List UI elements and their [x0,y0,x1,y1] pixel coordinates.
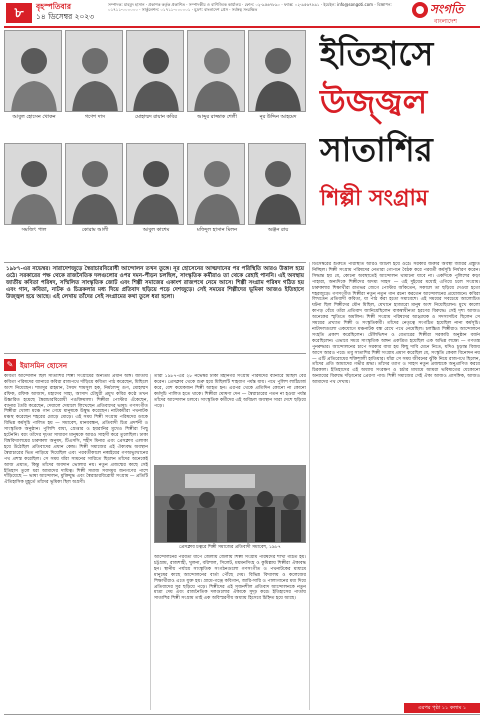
portrait-caption: আবুল কাশেম [142,227,170,233]
article-column-3: ডিসেম্বরের শুরুতে পরিস্থিতি আরও জটিল হয়ে ওঠে। সরকার জরুরি অবস্থা জারির প্রস্তুতি নিচ্ছিল। শিল্পী সংগ্রাম পরিষদের নেতারা গোপনে বৈঠক করে পরবর্তী কর্মসূচি নির্ধারণ করেন। সিদ্ধান্ত হয় যে, কোনো অবস্থাতেই আন্দোলন থামানো যাবে না। একদিকে পুলিশের কড়া পাহারা, অন্যদিকে শিল্পীদের অদম্য সাহস — এই দুইয়ের মধ্যেই এগিয়ে চলে সংগ্রাম। চারুকলার শিক্ষার্থীরা রাতভর জেগে পোস্টার আঁকতেন, সকালে তা ছড়িয়ে দেওয়া হতো শহরজুড়ে। গণসংগীত শিল্পীরা নতুন নতুন গান রচনা করতেন আন্দোলনের প্রয়োজনে। কবিরা লিখতেন প্রতিবাদী কবিতা, যা পাঠ করা হতো সমাবেশে। এই সময়ের সবচেয়ে আলোচিত ঘটনা ছিল শিল্পীদের মৌন মিছিল, যেখানে হাজারো মানুষ অংশ নিয়েছিলেন। মুখে কালো কাপড় বেঁধে তাঁরা প্রতিবাদ জানিয়েছিলেন বাকস্বাধীনতা হরণের বিরুদ্ধে। সেই দৃশ্য আজও অনেকের স্মৃতিতে অমলিন। শিল্পী সংগ্রাম পরিষদের আহ্বায়ক ও সদস্যসচিব ছিলেন সে সময়ের প্রখ্যাত শিল্পী ও সংস্কৃতিকর্মী। তাঁদের নেতৃত্বে সংগঠিত হয়েছিল নানা কর্মসূচি। নাট্যদলগুলো একযোগে মঞ্চনাটক বন্ধ রেখে পথে নেমেছিল। চলচ্চিত্র শিল্পীরাও আন্দোলনে সংহতি প্রকাশ করেছিলেন। টেলিভিশন ও বেতারের শিল্পীরা সরকারি অনুষ্ঠান বর্জন করেছিলেন। এভাবে সমগ্র সাংস্কৃতিক অঙ্গন একত্রিত হয়েছিল এক অভিন্ন লক্ষ্যে — গণতন্ত্র পুনরুদ্ধার। আন্দোলনের চাপে সরকার বাধ্য হয় কিছু দাবি মেনে নিতে, যদিও চূড়ান্ত বিজয় আসে আরও পরে। তবু সাতাশির শিল্পী সংগ্রাম প্রমাণ করেছিল যে, সংস্কৃতি কেবল বিনোদন নয় — এটি প্রতিরোধের শক্তিশালী হাতিয়ার। যাঁরা সে সময় জীবনের ঝুঁকি নিয়ে রাজপথে ছিলেন, তাঁদের প্রতি আমাদের গভীর শ্রদ্ধা। তাঁদের ত্যাগ ও সাহস নতুন প্রজন্মকে অনুপ্রাণিত করবে চিরকাল। ইতিহাসের এই অধ্যায় সংরক্ষণ ও চর্চার মাধ্যমে আমরা ভবিষ্যতের যেকোনো অন্যায়ের বিরুদ্ধে দাঁড়ানোর প্রেরণা পাব। শিল্পী সমাজের সেই ঐক্য আজও প্রাসঙ্গিক, আজও আমাদের পথ দেখায়। [312,262,480,386]
portrait-image [248,30,306,112]
portrait-image [187,143,245,225]
portrait-3 [126,30,186,122]
portrait-7 [65,143,125,235]
page-number: ৮ [6,3,32,23]
portrait-6 [4,143,64,235]
column-divider [150,374,151,710]
header-divider [4,26,480,28]
header-date: ১৪ ডিসেম্বর ২০২৩ [36,12,95,21]
portrait-8 [126,143,186,235]
portrait-1 [4,30,64,122]
pen-icon: ✎ [4,359,16,371]
portrait-caption: সমজিৎ পাল [21,227,47,233]
headline-line-4: শিল্পী সংগ্রাম [320,185,429,211]
portrait-4 [187,30,247,122]
article-column-2b: আন্দোলনের পরবর্তী ধাপে জেলায় জেলায় শিল্পী সংগ্রাম পরিষদের শাখা গঠিত হয়। চট্টগ্রাম, রাজশাহী, খুলনা, বরিশাল, সিলেট, ময়মনসিংহ ও কুমিল্লায় শিল্পীরা ঐক্যবদ্ধ হন। স্থানীয় পর্যায়ে সাংস্কৃতিক সংগঠনগুলো গণসংগীত ও পথনাটকের মাধ্যমে মানুষের কাছে আন্দোলনের বার্তা পৌঁছে দেয়। বিভিন্ন বিদ্যালয় ও কলেজের শিক্ষার্থীরাও এতে যুক্ত হয়। গ্রামে-গঞ্জে কবিগান, জারি-সারি ও পালাগানের মধ্য দিয়ে প্রতিবাদের সুর ছড়িয়ে পড়ে। শিল্পীদের এই সৃজনশীল প্রতিবাদ আন্দোলনকে নতুন মাত্রা দেয় এবং রাজনৈতিক দলগুলোর ঐক্যকে সুদৃঢ় করে। ইতিহাসের পাতায় সাতাশির শিল্পী সংগ্রাম তাই এক অবিস্মরণীয় অধ্যায় হিসেবে চিহ্নিত হয়ে আছে। [154,555,306,602]
portrait-caption: মোহাম্মদ রায়ান কবির [135,114,177,120]
logo-subtitle: বাংলাদেশ [434,18,457,25]
logo-icon [412,2,428,18]
continue-link[interactable]: এরপর পৃষ্ঠা ১১ কলাম ১ [404,703,480,713]
portrait-image [65,143,123,225]
portrait-caption: মফিদুল হাসান মিলন [196,227,238,233]
portrait-2 [65,30,125,122]
portrait-image [248,143,306,225]
portrait-caption: আবুল হোসেন খোকন [12,114,56,120]
header-day: বৃহস্পতিবার [36,2,71,11]
headline-line-3: সাতাশির [320,130,433,169]
portrait-grid [4,30,306,256]
portrait-image [4,30,62,112]
author-name: ইয়াসমিন হোসেন [20,362,68,370]
portrait-caption: কোরাম আলী [81,227,109,233]
article-column-1: কবিতা আন্দোলন ছিল সাতাশির শিল্পী সংগ্রামের অন্যতম প্রধান অঙ্গ। জাতীয় কবিতা পরিষদের ব্যানারে কবিরা রাজপথে দাঁড়িয়ে কবিতা পাঠ করেছেন, মিছিলে অংশ নিয়েছেন। শামসুর রাহমান, সৈয়দ শামসুল হক, নির্মলেন্দু গুণ, মোহাম্মদ রফিক, রফিক আজাদ, মহাদেব সাহা, আসাদ চৌধুরী প্রমুখ কবির কণ্ঠে তখন উচ্চারিত হয়েছে স্বৈরাচারবিরোধী পঙক্তিমালা। শিল্পীরা পোস্টার এঁকেছেন, ব্যানার তৈরি করেছেন, দেয়ালে দেয়ালে লিখেছেন প্রতিবাদের ভাষা। গণসংগীত শিল্পীরা খোলা মঞ্চে গান গেয়ে মানুষকে উদ্বুদ্ধ করেছেন। নাট্যকর্মীরা পথনাটক মঞ্চস্থ করেছেন শহরের মোড়ে মোড়ে। এই সময় শিল্পী সংগ্রাম পরিষদের ডাকে বিভিন্ন কর্মসূচি পালিত হয় — সমাবেশ, মানববন্ধন, প্রতিবাদী চিত্র প্রদর্শনী ও সাংস্কৃতিক অনুষ্ঠান। পুলিশি বাধা, গ্রেপ্তার ও হয়রানির মুখেও শিল্পীরা পিছু হটেননি। বরং তাঁদের দৃঢ়তা সাধারণ মানুষকে আরও সাহসী করে তুলেছিল। ঢাকা বিশ্ববিদ্যালয়ের চারুকলা অনুষদ, টিএসসি, শহীদ মিনার এবং প্রেসক্লাব এলাকা হয়ে উঠেছিল প্রতিবাদের প্রধান কেন্দ্র। শিল্পী সমাজের এই ঐক্যবদ্ধ অবস্থান স্বৈরাচারের ভিত নাড়িয়ে দিয়েছিল এবং পরবর্তীকালে নব্বইয়ের গণঅভ্যুত্থানের পথ প্রশস্ত করেছিল। সে সময় যাঁরা সামনের সারিতে ছিলেন তাঁদের অনেকেই আজ প্রয়াত, কিন্তু তাঁদের অবদান ভোলার নয়। নতুন প্রজন্মের কাছে সেই ইতিহাস তুলে ধরা আমাদের দায়িত্ব। শিল্পী সমাজ সবসময় জনগণের পাশে দাঁড়িয়েছে — ভাষা আন্দোলন, মুক্তিযুদ্ধ এবং স্বৈরাচারবিরোধী সংগ্রাম — প্রতিটি ঐতিহাসিক মুহূর্তে তাঁদের ভূমিকা ছিল অগ্রণী। [4,374,148,486]
headline [312,30,480,256]
page-header [0,0,484,26]
portrait-image [187,30,245,112]
portrait-caption: আব্দুর রাজ্জাক শেলী [197,114,237,120]
portrait-image [126,143,184,225]
column-divider [309,262,310,710]
logo-name: সংগতি [430,2,464,16]
newspaper-logo[interactable] [410,1,480,25]
portrait-10 [248,143,308,235]
photo-caption: প্রেসক্লাব চত্বরে শিল্পী সমাজের প্রতিবাদী সমাবেশ, ১৯৮৭ [179,545,281,550]
portrait-9 [187,143,247,235]
portrait-image [126,30,184,112]
article-column-2: তারা ১৯৮৭-এর ২৮ নভেম্বর ঢাকা মহানগর সংগ্রাম পরিষদের ব্যানারে মিছিল বের করেন। প্রেসক্লাব থেকে শুরু হয়ে মিছিলটি শাহবাগ পর্যন্ত যায়। পথে পুলিশ লাঠিচার্জ করে, বেশ কয়েকজন শিল্পী আহত হন। এরপর থেকে প্রতিদিন কোনো না কোনো কর্মসূচি পালিত হতে থাকে। শিল্পীরা ঘোষণা দেন — স্বৈরাচারের পতন না হওয়া পর্যন্ত তাঁদের আন্দোলন চলবে। সাংস্কৃতিক কর্মীদের এই অবিচল অবস্থান সারা দেশে ছড়িয়ে পড়ে। [154,374,306,409]
portrait-image [65,30,123,112]
footer-divider [4,714,480,715]
portrait-caption: অঞ্জন রায় [267,227,289,233]
portrait-5 [248,30,308,122]
byline [4,359,148,371]
portrait-caption: গণেশ দাস [84,114,106,120]
protest-photo-image [155,466,306,543]
headline-line-2: উজ্জ্বল [320,82,428,121]
masthead-text: সম্পাদক: মাহমুদ হাসান · প্রকাশক কর্তৃক প্রকাশিত · সম্পাদকীয় ও বাণিজ্যিক কার্যালয় · ফোন: ০২-৯৫৬৭৮৯০ · ফ্যাক্স: ০২-৯৫৬৭৮৯১ · ইমেইল: info@songoti.com · বিজ্ঞাপন: ০১৭১১-০০০০০০ · সার্কুলেশন: ০১৭১১-০০০০০১ · মুদ্রণ: বাংলাদেশ প্রেস · সর্বস্বত্ব সংরক্ষিত [108,2,392,12]
portrait-caption: নূর উদ্দিন আহমেদ [259,114,297,120]
portrait-image [4,143,62,225]
protest-photo [154,465,306,543]
article-intro: ১৯৮৭-এর নভেম্বর। সারাদেশজুড়ে স্বৈরাচারবিরোধী আন্দোলন তখন তুঙ্গে। নূর হোসেনের আত্মদানের পর পরিস্থিতি আরও উত্তাল হয়ে ওঠে। সরকারের পক্ষ থেকে রাজনৈতিক দলগুলোর ওপর দমন-পীড়ন চলছিল, সাংস্কৃতিক কর্মীরাও তা থেকে রেহাই পাননি। এই অবস্থায় জাতীয় কবিতা পরিষদ, সম্মিলিত সাংস্কৃতিক জোট এবং শিল্পী সমাজের একাংশ রাজপথে নেমে আসে। শিল্পী সংগ্রাম পরিষদ গঠিত হয় এবং গান, কবিতা, নাটক ও চিত্রকলার মধ্য দিয়ে প্রতিবাদ ছড়িয়ে পড়ে দেশজুড়ে। সেই সময়ের শিল্পীদের ভূমিকা আজও ইতিহাসে উজ্জ্বল হয়ে আছে। এই লেখায় তাঁদের সেই সংগ্রামের কথা তুলে ধরা হলো। [4,262,306,354]
headline-line-1: ইতিহাসে [320,34,434,73]
